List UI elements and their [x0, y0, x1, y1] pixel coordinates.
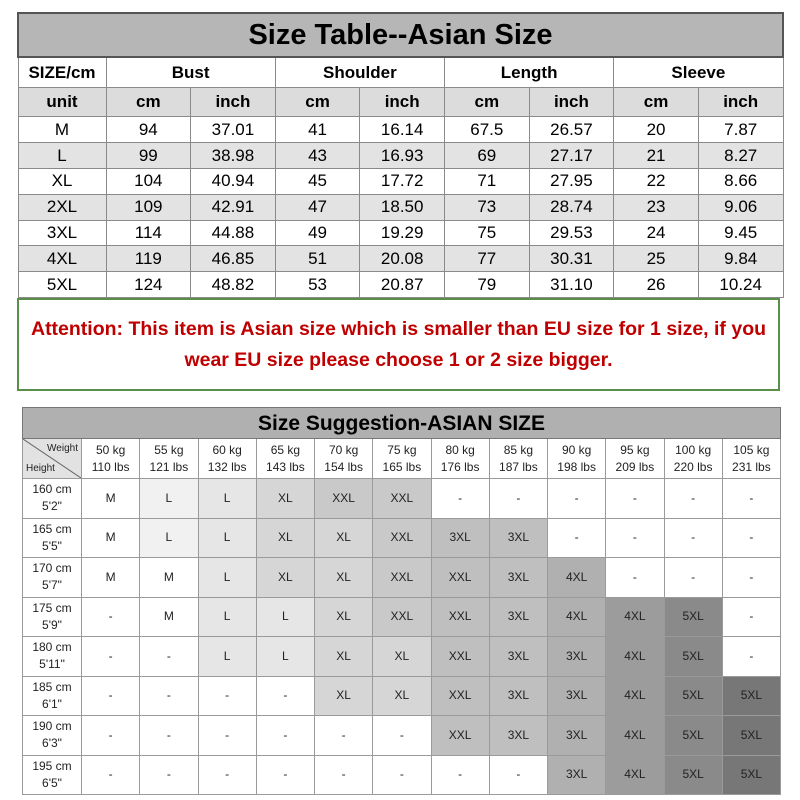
suggested-size-cell: M — [82, 558, 140, 598]
measurement-cell: 53 — [275, 272, 360, 298]
height-cm: 180 cm — [32, 640, 72, 655]
suggested-size-cell: XXL — [431, 716, 489, 756]
measurement-cell: 45 — [275, 168, 360, 194]
suggested-size-cell: - — [82, 637, 140, 677]
suggested-size-cell: - — [664, 558, 722, 598]
suggested-size-cell: 5XL — [722, 676, 780, 716]
weight-lbs: 198 lbs — [557, 459, 596, 474]
suggested-size-cell: 5XL — [664, 755, 722, 795]
measurement-cell: 124 — [106, 272, 191, 298]
measurement-cell: 19.29 — [360, 220, 445, 246]
height-cm: 160 cm — [32, 482, 72, 497]
header-size: SIZE/cm — [18, 57, 106, 87]
measurement-cell: 43 — [275, 143, 360, 169]
size-row — [18, 272, 783, 298]
measurement-cell: 27.17 — [529, 143, 614, 169]
measurement-cell: 28.74 — [529, 194, 614, 220]
height-header-cell — [23, 637, 82, 677]
weight-header-cell — [606, 439, 664, 479]
suggested-size-cell: - — [140, 637, 198, 677]
suggested-size-cell: 3XL — [548, 716, 606, 756]
height-row — [23, 755, 781, 795]
suggested-size-cell: - — [315, 755, 373, 795]
suggested-size-cell: - — [256, 716, 314, 756]
measurement-cell: 22 — [614, 168, 699, 194]
height-header-cell — [23, 479, 82, 519]
suggested-size-cell: XXL — [431, 597, 489, 637]
attention-text: Attention: This item is Asian size which is smaller than EU size for 1 size, if you wear EU size please choose 1 or 2 size bigger. — [30, 317, 767, 371]
suggested-size-cell: 3XL — [489, 676, 547, 716]
weight-kg: 60 kg — [212, 442, 242, 457]
suggested-size-cell: - — [373, 755, 431, 795]
size-row — [18, 168, 783, 194]
suggested-size-cell: 5XL — [664, 597, 722, 637]
suggested-size-cell: M — [140, 597, 198, 637]
suggested-size-cell: 3XL — [489, 597, 547, 637]
size-label-cell: 5XL — [18, 272, 106, 298]
suggested-size-cell: - — [722, 558, 780, 598]
size-row — [18, 194, 783, 220]
unit-cell: unit — [18, 87, 106, 117]
suggested-size-cell: 3XL — [489, 716, 547, 756]
height-row — [23, 716, 781, 756]
measurement-cell: 26.57 — [529, 117, 614, 143]
suggested-size-cell: L — [198, 518, 256, 558]
suggested-size-cell: XXL — [373, 597, 431, 637]
weight-lbs: 209 lbs — [615, 459, 655, 474]
suggested-size-cell: 4XL — [606, 716, 664, 756]
measurement-cell: 75 — [445, 220, 530, 246]
suggested-size-cell: L — [198, 637, 256, 677]
suggested-size-cell: 4XL — [606, 637, 664, 677]
weight-lbs: 165 lbs — [382, 459, 422, 474]
suggested-size-cell: M — [82, 479, 140, 519]
suggested-size-cell: 3XL — [548, 637, 606, 677]
size-row — [18, 246, 783, 272]
height-cm: 165 cm — [32, 521, 72, 536]
measurement-cell: 24 — [614, 220, 699, 246]
weight-kg: 80 kg — [445, 442, 475, 457]
height-cm: 170 cm — [32, 561, 72, 576]
height-header-cell — [23, 518, 82, 558]
measurement-cell: 7.87 — [698, 117, 783, 143]
height-ft: 5'7" — [42, 578, 62, 593]
weight-kg: 85 kg — [503, 442, 534, 457]
weight-lbs: 187 lbs — [499, 459, 538, 474]
height-cm: 195 cm — [32, 758, 72, 773]
weight-lbs: 231 lbs — [732, 459, 771, 474]
measurement-cell: 114 — [106, 220, 191, 246]
measurement-cell: 104 — [106, 168, 191, 194]
suggested-size-cell: - — [489, 479, 547, 519]
suggested-size-cell: - — [722, 479, 780, 519]
corner-height-label: Height — [26, 463, 55, 474]
suggested-size-cell: XXL — [315, 479, 373, 519]
suggested-size-cell: - — [82, 676, 140, 716]
weight-header-cell — [82, 439, 140, 479]
suggested-size-cell: - — [606, 479, 664, 519]
measurement-cell: 17.72 — [360, 168, 445, 194]
weight-header-cell — [664, 439, 722, 479]
weight-header-cell — [198, 439, 256, 479]
measurement-cell: 16.93 — [360, 143, 445, 169]
height-ft: 6'5" — [42, 775, 62, 790]
height-row — [23, 558, 781, 598]
height-cm: 185 cm — [32, 679, 72, 694]
suggested-size-cell: XXL — [373, 479, 431, 519]
measurement-cell: 31.10 — [529, 272, 614, 298]
weight-kg: 105 kg — [733, 442, 770, 457]
weight-kg: 50 kg — [95, 442, 126, 457]
weight-kg: 70 kg — [328, 442, 359, 457]
size-row — [18, 143, 783, 169]
suggested-size-cell: - — [722, 637, 780, 677]
measurement-cell: 20.08 — [360, 246, 445, 272]
suggested-size-cell: M — [82, 518, 140, 558]
size-table-header-row — [18, 57, 783, 87]
suggested-size-cell: - — [256, 755, 314, 795]
measurement-cell: 47 — [275, 194, 360, 220]
suggested-size-cell: L — [256, 637, 314, 677]
suggested-size-cell: XL — [315, 637, 373, 677]
height-ft: 5'2" — [42, 499, 62, 514]
weight-lbs: 220 lbs — [673, 459, 713, 474]
suggested-size-cell: XXL — [373, 518, 431, 558]
measurement-cell: 109 — [106, 194, 191, 220]
unit-cell: inch — [360, 87, 445, 117]
size-table-body — [18, 117, 783, 298]
unit-cell: cm — [445, 87, 530, 117]
height-ft: 5'5" — [42, 538, 62, 553]
height-row — [23, 518, 781, 558]
weight-lbs: 110 lbs — [91, 459, 130, 474]
measurement-cell: 49 — [275, 220, 360, 246]
size-row — [18, 220, 783, 246]
suggested-size-cell: XL — [373, 676, 431, 716]
measurement-cell: 69 — [445, 143, 530, 169]
suggested-size-cell: M — [140, 558, 198, 598]
suggested-size-cell: XL — [256, 518, 314, 558]
measurement-cell: 18.50 — [360, 194, 445, 220]
measurement-cell: 23 — [614, 194, 699, 220]
height-ft: 5'11" — [39, 657, 65, 672]
size-label-cell: 3XL — [18, 220, 106, 246]
measurement-cell: 9.06 — [698, 194, 783, 220]
suggested-size-cell: - — [82, 716, 140, 756]
suggested-size-cell: 5XL — [722, 716, 780, 756]
suggested-size-cell: 5XL — [664, 716, 722, 756]
weight-lbs: 143 lbs — [266, 459, 305, 474]
measurement-cell: 20 — [614, 117, 699, 143]
weight-kg: 75 kg — [387, 442, 417, 457]
suggested-size-cell: 5XL — [664, 637, 722, 677]
weight-header-cell — [431, 439, 489, 479]
height-header-cell — [23, 755, 82, 795]
size-suggestion-table — [22, 407, 781, 795]
suggested-size-cell: - — [256, 676, 314, 716]
suggested-size-cell: 4XL — [548, 597, 606, 637]
suggested-size-cell: - — [198, 716, 256, 756]
measurement-cell: 71 — [445, 168, 530, 194]
suggested-size-cell: 4XL — [548, 558, 606, 598]
measurement-cell: 119 — [106, 246, 191, 272]
suggested-size-cell: 3XL — [489, 637, 547, 677]
suggested-size-cell: - — [82, 755, 140, 795]
suggested-size-cell: - — [198, 755, 256, 795]
weight-header-row — [23, 439, 781, 479]
weight-header-cell — [315, 439, 373, 479]
header-bust: Bust — [106, 57, 275, 87]
suggested-size-cell: XL — [256, 558, 314, 598]
suggested-size-cell: 3XL — [548, 676, 606, 716]
height-row — [23, 479, 781, 519]
height-cm: 175 cm — [32, 600, 72, 615]
suggested-size-cell: - — [82, 597, 140, 637]
suggested-size-cell: XXL — [431, 637, 489, 677]
header-sleeve: Sleeve — [614, 57, 783, 87]
measurement-cell: 38.98 — [191, 143, 276, 169]
suggested-size-cell: L — [256, 597, 314, 637]
suggested-size-cell: 4XL — [606, 597, 664, 637]
size-label-cell: 2XL — [18, 194, 106, 220]
height-header-cell — [23, 716, 82, 756]
suggested-size-cell: - — [198, 676, 256, 716]
weight-header-cell — [256, 439, 314, 479]
measurement-cell: 9.45 — [698, 220, 783, 246]
size-table — [17, 12, 784, 298]
suggested-size-cell: - — [548, 518, 606, 558]
suggested-size-cell: L — [140, 518, 198, 558]
size-row — [18, 117, 783, 143]
weight-kg: 95 kg — [620, 442, 650, 457]
suggested-size-cell: L — [198, 479, 256, 519]
measurement-cell: 37.01 — [191, 117, 276, 143]
suggested-size-cell: XL — [315, 676, 373, 716]
height-cm: 190 cm — [32, 719, 72, 734]
weight-lbs: 176 lbs — [440, 459, 480, 474]
suggested-size-cell: 3XL — [548, 755, 606, 795]
height-row — [23, 597, 781, 637]
measurement-cell: 27.95 — [529, 168, 614, 194]
measurement-cell: 73 — [445, 194, 530, 220]
suggested-size-cell: XXL — [431, 676, 489, 716]
height-ft: 6'1" — [42, 696, 62, 711]
suggested-size-cell: - — [722, 597, 780, 637]
measurement-cell: 44.88 — [191, 220, 276, 246]
measurement-cell: 29.53 — [529, 220, 614, 246]
weight-kg: 100 kg — [675, 442, 712, 457]
suggested-size-cell: - — [140, 676, 198, 716]
weight-header-cell — [722, 439, 780, 479]
measurement-cell: 10.24 — [698, 272, 783, 298]
suggested-size-cell: - — [373, 716, 431, 756]
measurement-cell: 99 — [106, 143, 191, 169]
suggested-size-cell: XL — [256, 479, 314, 519]
weight-header-cell — [548, 439, 606, 479]
height-ft: 6'3" — [42, 736, 62, 751]
suggested-size-cell: - — [315, 716, 373, 756]
suggested-size-cell: - — [722, 518, 780, 558]
measurement-cell: 9.84 — [698, 246, 783, 272]
measurement-cell: 51 — [275, 246, 360, 272]
suggested-size-cell: XXL — [373, 558, 431, 598]
corner-cell — [23, 439, 82, 479]
measurement-cell: 30.31 — [529, 246, 614, 272]
measurement-cell: 42.91 — [191, 194, 276, 220]
suggestion-grid — [23, 479, 781, 795]
measurement-cell: 8.66 — [698, 168, 783, 194]
unit-cell: cm — [614, 87, 699, 117]
suggested-size-cell: XL — [315, 597, 373, 637]
suggested-size-cell: - — [606, 558, 664, 598]
suggestion-title: Size Suggestion-ASIAN SIZE — [23, 408, 781, 439]
header-length: Length — [445, 57, 614, 87]
unit-cell: inch — [529, 87, 614, 117]
measurement-cell: 77 — [445, 246, 530, 272]
suggested-size-cell: XL — [315, 558, 373, 598]
weight-kg: 55 kg — [154, 442, 184, 457]
measurement-cell: 79 — [445, 272, 530, 298]
measurement-cell: 26 — [614, 272, 699, 298]
suggested-size-cell: L — [140, 479, 198, 519]
suggested-size-cell: - — [431, 755, 489, 795]
measurement-cell: 16.14 — [360, 117, 445, 143]
weight-kg: 65 kg — [270, 442, 301, 457]
suggested-size-cell: - — [489, 755, 547, 795]
suggested-size-cell: - — [140, 716, 198, 756]
measurement-cell: 20.87 — [360, 272, 445, 298]
measurement-cell: 46.85 — [191, 246, 276, 272]
suggested-size-cell: L — [198, 558, 256, 598]
weight-lbs: 132 lbs — [207, 459, 247, 474]
measurement-cell: 8.27 — [698, 143, 783, 169]
suggested-size-cell: - — [431, 479, 489, 519]
size-label-cell: L — [18, 143, 106, 169]
suggested-size-cell: 3XL — [431, 518, 489, 558]
suggested-size-cell: - — [606, 518, 664, 558]
measurement-cell: 40.94 — [191, 168, 276, 194]
height-ft: 5'9" — [42, 617, 62, 632]
height-header-cell — [23, 558, 82, 598]
size-label-cell: M — [18, 117, 106, 143]
suggested-size-cell: XL — [373, 637, 431, 677]
suggested-size-cell: XL — [315, 518, 373, 558]
size-table-title: Size Table--Asian Size — [18, 13, 783, 57]
suggested-size-cell: 4XL — [606, 676, 664, 716]
suggested-size-cell: - — [664, 479, 722, 519]
weight-header-cell — [489, 439, 547, 479]
suggested-size-cell: 4XL — [606, 755, 664, 795]
measurement-cell: 94 — [106, 117, 191, 143]
unit-cell: inch — [191, 87, 276, 117]
size-label-cell: XL — [18, 168, 106, 194]
weight-lbs: 121 lbs — [149, 459, 189, 474]
unit-cell: inch — [698, 87, 783, 117]
unit-cell: cm — [106, 87, 191, 117]
height-header-cell — [23, 676, 82, 716]
suggested-size-cell: 5XL — [664, 676, 722, 716]
height-row — [23, 676, 781, 716]
size-label-cell: 4XL — [18, 246, 106, 272]
header-shoulder: Shoulder — [275, 57, 444, 87]
height-header-cell — [23, 597, 82, 637]
suggested-size-cell: - — [664, 518, 722, 558]
attention-notice — [17, 298, 780, 391]
weight-kg: 90 kg — [561, 442, 592, 457]
suggested-size-cell: 3XL — [489, 558, 547, 598]
size-table-unit-row — [18, 87, 783, 117]
weight-header-cell — [140, 439, 198, 479]
height-row — [23, 637, 781, 677]
measurement-cell: 25 — [614, 246, 699, 272]
suggested-size-cell: L — [198, 597, 256, 637]
weight-lbs: 154 lbs — [324, 459, 363, 474]
unit-cell: cm — [275, 87, 360, 117]
suggested-size-cell: XXL — [431, 558, 489, 598]
suggested-size-cell: - — [140, 755, 198, 795]
suggested-size-cell: 5XL — [722, 755, 780, 795]
suggested-size-cell: - — [548, 479, 606, 519]
measurement-cell: 48.82 — [191, 272, 276, 298]
measurement-cell: 21 — [614, 143, 699, 169]
suggested-size-cell: 3XL — [489, 518, 547, 558]
weight-header-cell — [373, 439, 431, 479]
measurement-cell: 41 — [275, 117, 360, 143]
corner-weight-label: Weight — [47, 443, 78, 454]
measurement-cell: 67.5 — [445, 117, 530, 143]
